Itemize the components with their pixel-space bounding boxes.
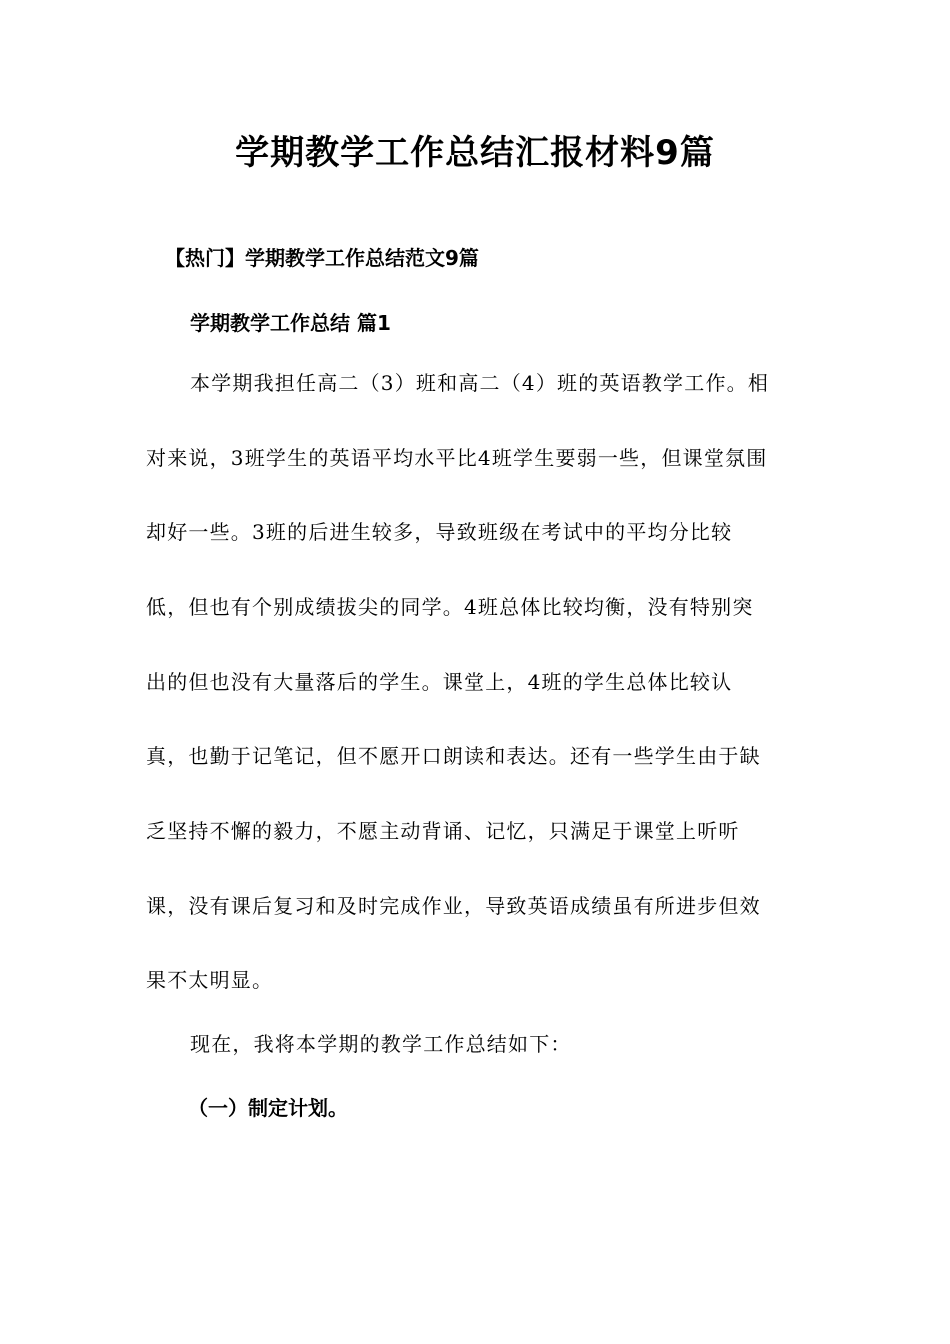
paragraph-line: 本学期我担任高二（3）班和高二（4）班的英语教学工作。相	[190, 371, 770, 395]
paragraph-line: 却好一些。3班的后进生较多，导致班级在考试中的平均分比较	[146, 520, 733, 544]
subheading-plan: （一）制定计划。	[188, 1096, 348, 1120]
document-title: 学期教学工作总结汇报材料9篇	[235, 133, 715, 173]
paragraph-line: 真，也勤于记笔记，但不愿开口朗读和表达。还有一些学生由于缺	[146, 744, 761, 768]
paragraph-line: 出的但也没有大量落后的学生。课堂上，4班的学生总体比较认	[146, 670, 733, 694]
paragraph-line: 乏坚持不懈的毅力，不愿主动背诵、记忆，只满足于课堂上听听	[146, 819, 740, 843]
paragraph-line: 课，没有课后复习和及时完成作业，导致英语成绩虽有所进步但效	[146, 894, 761, 918]
paragraph-line: 果不太明显。	[146, 968, 274, 992]
hot-heading: 【热门】学期教学工作总结范文9篇	[165, 246, 479, 270]
paragraph-intro: 现在，我将本学期的教学工作总结如下：	[190, 1032, 572, 1056]
section-heading: 学期教学工作总结 篇1	[190, 311, 391, 335]
paragraph-line: 低，但也有个别成绩拔尖的同学。4班总体比较均衡，没有特别突	[146, 595, 754, 619]
paragraph-line: 对来说，3班学生的英语平均水平比4班学生要弱一些，但课堂氛围	[146, 446, 768, 470]
